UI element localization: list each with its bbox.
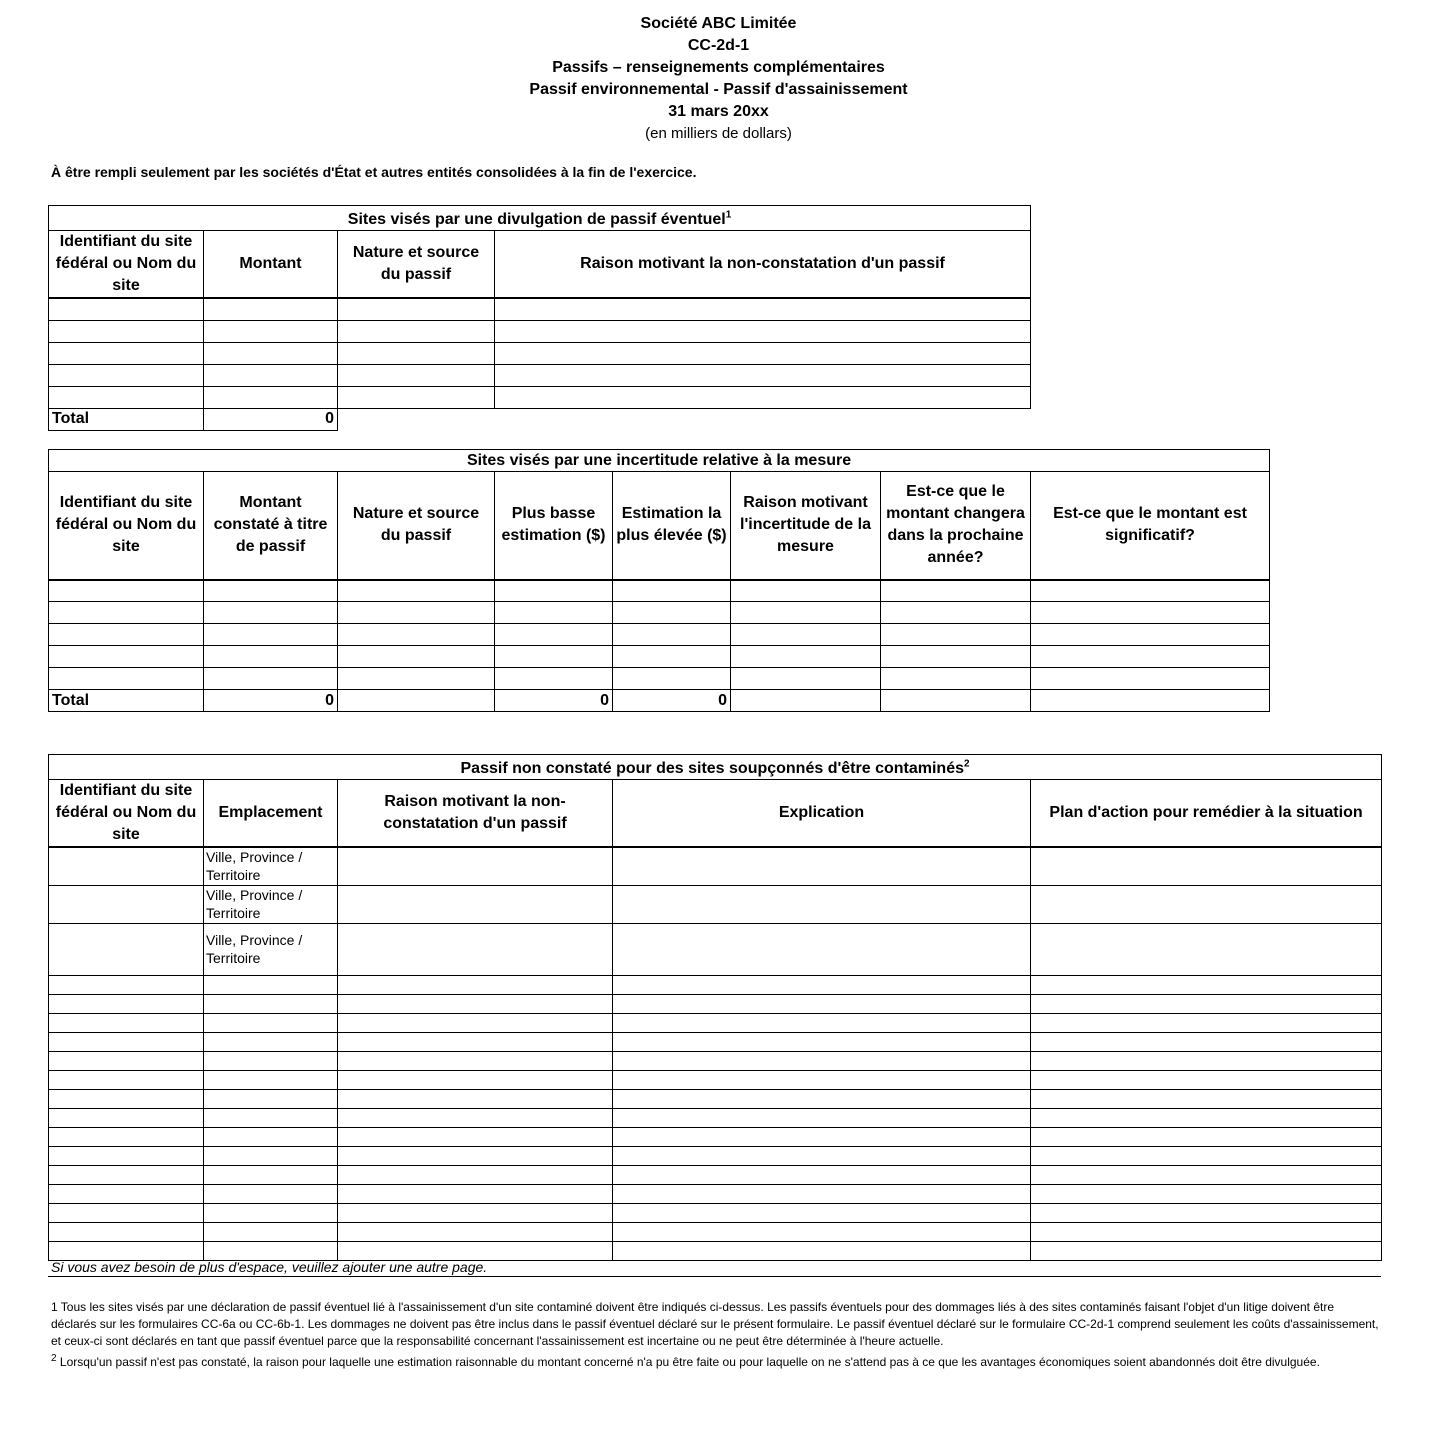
table3-cell[interactable] — [49, 1127, 204, 1146]
table-row — [49, 975, 1382, 994]
table3-cell[interactable] — [204, 1051, 338, 1070]
table-row — [49, 668, 1270, 690]
table3-cell[interactable] — [338, 1222, 613, 1241]
table3-cell[interactable] — [204, 1127, 338, 1146]
table3-cell[interactable] — [204, 1165, 338, 1184]
table1-cell[interactable] — [49, 364, 204, 386]
table-row — [49, 1032, 1382, 1051]
table3-cell[interactable] — [204, 1146, 338, 1165]
table-row — [49, 646, 1270, 668]
table-row — [49, 1089, 1382, 1108]
table3-header-reason: Raison motivant la non-constatation d'un passif — [338, 780, 613, 848]
table3-cell[interactable] — [613, 1241, 1031, 1260]
table3-cell[interactable] — [1031, 847, 1382, 885]
table2-cell[interactable] — [204, 580, 338, 602]
table3-cell[interactable] — [338, 1146, 613, 1165]
table3-cell[interactable] — [49, 1013, 204, 1032]
table-row — [49, 1203, 1382, 1222]
table3-cell[interactable] — [49, 1032, 204, 1051]
table1-total-row — [49, 408, 1031, 430]
table3-cell[interactable] — [613, 1051, 1031, 1070]
blank-cell — [338, 690, 495, 712]
footnote-1: 1 Tous les sites visés par une déclaration de passif éventuel lié à l'assainissement d'un site contaminé doivent être indiqués ci-dessus. Les passifs éventuels pour des dommages liés à des sites contaminés faisant l'objet d'un litige doivent être déclarés sur les formulaires CC-6a ou CC-6b-1. Les dommages ne doivent pas être inclus dans le passif éventuel déclaré sur le présent formulaire. Le passif éventuel déclaré sur le formulaire CC-2d-1 comprend seulement les coûts d'assainissement, et ceux-ci sont déclarés en tant que passif éventuel parce que la responsabilité concernant l'assainissement est incertaine ou ne peut être déterminée à l'heure actuelle. — [51, 1300, 1379, 1348]
table3-cell[interactable] — [1031, 1222, 1382, 1241]
table3-cell[interactable] — [338, 975, 613, 994]
table3-cell[interactable] — [338, 1203, 613, 1222]
table1-cell[interactable] — [338, 342, 495, 364]
table1-cell[interactable] — [495, 364, 1031, 386]
table3-cell[interactable] — [204, 975, 338, 994]
table3-cell[interactable] — [204, 1070, 338, 1089]
table3-cell[interactable] — [613, 1108, 1031, 1127]
table2-cell[interactable] — [731, 624, 881, 646]
table1-header-amount: Montant — [204, 231, 338, 299]
table3-cell[interactable] — [338, 1089, 613, 1108]
table-row — [49, 1070, 1382, 1089]
table1-cell[interactable] — [49, 386, 204, 408]
table3-cell[interactable] — [49, 847, 204, 885]
table3-cell[interactable] — [338, 1165, 613, 1184]
company-name: Société ABC Limitée — [640, 15, 797, 32]
table2-header-site: Identifiant du site fédéral ou Nom du site — [49, 472, 204, 580]
location-cell[interactable]: Ville, Province / Territoire — [204, 847, 338, 885]
table2-cell[interactable] — [881, 580, 1031, 602]
table3-cell[interactable] — [204, 1184, 338, 1203]
table3-cell[interactable] — [338, 1051, 613, 1070]
table3-cell[interactable] — [49, 1051, 204, 1070]
table3-cell[interactable] — [1031, 1108, 1382, 1127]
table-row — [49, 386, 1031, 408]
table1-cell[interactable] — [204, 320, 338, 342]
table3-cell[interactable] — [204, 1241, 338, 1260]
table-row — [49, 885, 1382, 923]
table-row — [49, 1051, 1382, 1070]
table1-cell[interactable] — [495, 320, 1031, 342]
table3-cell[interactable] — [613, 1089, 1031, 1108]
table-row — [49, 1013, 1382, 1032]
table1-cell[interactable] — [338, 298, 495, 320]
table3-cell[interactable] — [613, 1165, 1031, 1184]
table1-cell[interactable] — [204, 298, 338, 320]
table3-cell[interactable] — [49, 1222, 204, 1241]
table2-cell[interactable] — [49, 624, 204, 646]
table2-cell[interactable] — [881, 602, 1031, 624]
header-line-3: Passifs – renseignements complémentaires — [552, 59, 885, 76]
table3-cell[interactable] — [613, 1013, 1031, 1032]
table2-cell[interactable] — [881, 668, 1031, 690]
table3-cell[interactable] — [49, 1241, 204, 1260]
table3-cell[interactable] — [49, 1089, 204, 1108]
table3-cell[interactable] — [49, 994, 204, 1013]
table3-cell[interactable] — [1031, 1241, 1382, 1260]
table2-cell[interactable] — [881, 624, 1031, 646]
table3-cell[interactable] — [1031, 1032, 1382, 1051]
table2-cell[interactable] — [338, 646, 495, 668]
table3-cell[interactable] — [49, 1146, 204, 1165]
table3-cell[interactable] — [1031, 1165, 1382, 1184]
table3-cell[interactable] — [204, 1089, 338, 1108]
table2-cell[interactable] — [495, 646, 613, 668]
units-note: (en milliers de dollars) — [645, 125, 792, 142]
table3-cell[interactable] — [338, 1070, 613, 1089]
table2-total-amount: 0 — [204, 690, 338, 712]
table3-cell[interactable] — [1031, 1051, 1382, 1070]
table2-cell[interactable] — [613, 668, 731, 690]
table1-header-site: Identifiant du site fédéral ou Nom du site — [49, 231, 204, 299]
table3-cell[interactable] — [338, 847, 613, 885]
blank-cell — [731, 690, 881, 712]
table3-cell[interactable] — [1031, 1070, 1382, 1089]
table2-cell[interactable] — [613, 602, 731, 624]
table3-cell[interactable] — [338, 994, 613, 1013]
table2-cell[interactable] — [1031, 602, 1270, 624]
table-row — [49, 923, 1382, 975]
table2-cell[interactable] — [338, 580, 495, 602]
table2-cell[interactable] — [495, 580, 613, 602]
table2-total-label: Total — [49, 690, 204, 712]
table2-cell[interactable] — [204, 668, 338, 690]
table3-cell[interactable] — [49, 1203, 204, 1222]
table3-cell[interactable] — [1031, 1127, 1382, 1146]
table3-cell[interactable] — [613, 975, 1031, 994]
table3-cell[interactable] — [613, 1127, 1031, 1146]
table1-total-amount: 0 — [204, 408, 338, 430]
table3-cell[interactable] — [613, 1070, 1031, 1089]
table3-cell[interactable] — [338, 1184, 613, 1203]
table3-cell[interactable] — [49, 923, 204, 975]
table3-cell[interactable] — [49, 885, 204, 923]
table-row — [49, 1241, 1382, 1260]
table3-cell[interactable] — [613, 885, 1031, 923]
report-header — [0, 13, 1437, 145]
table3-cell[interactable] — [1031, 1184, 1382, 1203]
table2-cell[interactable] — [1031, 646, 1270, 668]
table3-header-location: Emplacement — [204, 780, 338, 848]
table2-cell[interactable] — [731, 668, 881, 690]
table3-header-action-plan: Plan d'action pour remédier à la situation — [1031, 780, 1382, 848]
table3-cell[interactable] — [1031, 994, 1382, 1013]
table1-cell[interactable] — [338, 364, 495, 386]
table3-cell[interactable] — [1031, 1013, 1382, 1032]
form-code: CC-2d-1 — [687, 37, 750, 54]
table3-header-explanation: Explication — [613, 780, 1031, 848]
table-contingent-liability — [48, 205, 1031, 431]
table2-cell[interactable] — [204, 602, 338, 624]
table-unrecognized-liability — [48, 754, 1382, 1261]
blank-cell — [1031, 690, 1270, 712]
table2-cell[interactable] — [613, 646, 731, 668]
table2-cell[interactable] — [495, 668, 613, 690]
table1-cell[interactable] — [338, 386, 495, 408]
table3-cell[interactable] — [49, 1108, 204, 1127]
table1-cell[interactable] — [49, 320, 204, 342]
table2-title: Sites visés par une incertitude relative à la mesure — [49, 450, 1270, 472]
table3-cell[interactable] — [613, 847, 1031, 885]
more-space-note: Si vous avez besoin de plus d'espace, veuillez ajouter une autre page. — [51, 1259, 488, 1275]
location-cell[interactable]: Ville, Province / Territoire — [204, 923, 338, 975]
table3-cell[interactable] — [1031, 1203, 1382, 1222]
table2-total-low: 0 — [495, 690, 613, 712]
table3-cell[interactable] — [204, 1108, 338, 1127]
table-row — [49, 580, 1270, 602]
table-row — [49, 364, 1031, 386]
table2-cell[interactable] — [731, 646, 881, 668]
table3-cell[interactable] — [204, 1222, 338, 1241]
instruction: À être rempli seulement par les sociétés d'État et autres entités consolidées à la fin de l'exercice. — [51, 164, 697, 180]
location-cell[interactable]: Ville, Province / Territoire — [204, 885, 338, 923]
table3-cell[interactable] — [49, 1070, 204, 1089]
table2-cell[interactable] — [495, 602, 613, 624]
table3-cell[interactable] — [613, 1146, 1031, 1165]
table1-cell[interactable] — [204, 364, 338, 386]
table1-cell[interactable] — [495, 342, 1031, 364]
divider — [48, 1276, 1381, 1277]
table2-cell[interactable] — [49, 646, 204, 668]
table-row — [49, 847, 1382, 885]
table2-cell[interactable] — [49, 580, 204, 602]
table2-cell[interactable] — [613, 580, 731, 602]
table2-header-significant: Est-ce que le montant est significatif? — [1031, 472, 1270, 580]
table2-header-reason: Raison motivant l'incertitude de la mesure — [731, 472, 881, 580]
table3-cell[interactable] — [1031, 923, 1382, 975]
header-line-4: Passif environnemental - Passif d'assainissement — [529, 81, 908, 98]
blank-cell — [495, 408, 1031, 430]
table2-header-nature: Nature et source du passif — [338, 472, 495, 580]
table3-cell[interactable] — [204, 1032, 338, 1051]
table1-cell[interactable] — [49, 298, 204, 320]
table-row — [49, 1184, 1382, 1203]
table2-header-amount: Montant constaté à titre de passif — [204, 472, 338, 580]
table2-cell[interactable] — [204, 624, 338, 646]
table1-header-reason: Raison motivant la non-constatation d'un passif — [495, 231, 1031, 299]
report-date: 31 mars 20xx — [668, 103, 769, 120]
table2-cell[interactable] — [338, 624, 495, 646]
table3-cell[interactable] — [1031, 1146, 1382, 1165]
table3-cell[interactable] — [204, 994, 338, 1013]
table2-cell[interactable] — [49, 668, 204, 690]
table2-cell[interactable] — [204, 646, 338, 668]
table3-cell[interactable] — [613, 923, 1031, 975]
table1-cell[interactable] — [49, 342, 204, 364]
table3-cell[interactable] — [1031, 975, 1382, 994]
table3-cell[interactable] — [204, 1203, 338, 1222]
table-row — [49, 1108, 1382, 1127]
table1-total-label: Total — [49, 408, 204, 430]
table1-cell[interactable] — [495, 386, 1031, 408]
table3-cell[interactable] — [204, 1013, 338, 1032]
table1-header-nature: Nature et source du passif — [338, 231, 495, 299]
table3-cell[interactable] — [613, 994, 1031, 1013]
table2-cell[interactable] — [338, 602, 495, 624]
table3-cell[interactable] — [338, 1241, 613, 1260]
table1-cell[interactable] — [338, 320, 495, 342]
table3-cell[interactable] — [338, 923, 613, 975]
table2-total-row — [49, 690, 1270, 712]
table-row — [49, 602, 1270, 624]
table3-cell[interactable] — [1031, 885, 1382, 923]
table3-cell[interactable] — [49, 1184, 204, 1203]
table3-title: Passif non constaté pour des sites soupçonnés d'être contaminés$^2$ — [49, 755, 1382, 780]
table3-cell[interactable] — [338, 1013, 613, 1032]
table-row — [49, 1146, 1382, 1165]
table3-cell[interactable] — [338, 1127, 613, 1146]
table2-cell[interactable] — [49, 602, 204, 624]
table3-cell[interactable] — [338, 885, 613, 923]
table-measurement-uncertainty — [48, 449, 1270, 712]
table1-cell[interactable] — [204, 386, 338, 408]
table2-cell[interactable] — [1031, 624, 1270, 646]
table2-header-low: Plus basse estimation ($) — [495, 472, 613, 580]
table2-header-high: Estimation la plus élevée ($) — [613, 472, 731, 580]
blank-cell — [881, 690, 1031, 712]
table-row — [49, 624, 1270, 646]
table-row — [49, 320, 1031, 342]
table-row — [49, 342, 1031, 364]
table2-total-high: 0 — [613, 690, 731, 712]
table1-title: Sites visés par une divulgation de passif éventuel$^1$ — [49, 206, 1031, 231]
table1-cell[interactable] — [495, 298, 1031, 320]
table3-cell[interactable] — [49, 975, 204, 994]
table1-cell[interactable] — [204, 342, 338, 364]
footnote-2: $^2$ Lorsqu'un passif n'est pas constaté, la raison pour laquelle une estimation raisonnable du montant concerné n'a pu être faite ou pour laquelle on ne s'attend pas à ce que les avantages économiques soient abandonnés doit être divulguée. — [51, 1353, 1320, 1369]
table-row — [49, 298, 1031, 320]
blank-cell — [338, 408, 495, 430]
table-row — [49, 994, 1382, 1013]
table3-cell[interactable] — [613, 1222, 1031, 1241]
table3-cell[interactable] — [49, 1165, 204, 1184]
table2-cell[interactable] — [1031, 580, 1270, 602]
table3-cell[interactable] — [1031, 1089, 1382, 1108]
table2-cell[interactable] — [731, 602, 881, 624]
table-row — [49, 1127, 1382, 1146]
table3-cell[interactable] — [338, 1032, 613, 1051]
table-row — [49, 1165, 1382, 1184]
table3-header-site: Identifiant du site fédéral ou Nom du site — [49, 780, 204, 848]
table3-cell[interactable] — [613, 1203, 1031, 1222]
table2-header-change: Est-ce que le montant changera dans la prochaine année? — [881, 472, 1031, 580]
table2-cell[interactable] — [1031, 668, 1270, 690]
table2-cell[interactable] — [613, 624, 731, 646]
table2-cell[interactable] — [338, 668, 495, 690]
table-row — [49, 1222, 1382, 1241]
table3-cell[interactable] — [613, 1032, 1031, 1051]
table3-cell[interactable] — [613, 1184, 1031, 1203]
table2-cell[interactable] — [495, 624, 613, 646]
table3-cell[interactable] — [338, 1108, 613, 1127]
table2-cell[interactable] — [731, 580, 881, 602]
table2-cell[interactable] — [881, 646, 1031, 668]
